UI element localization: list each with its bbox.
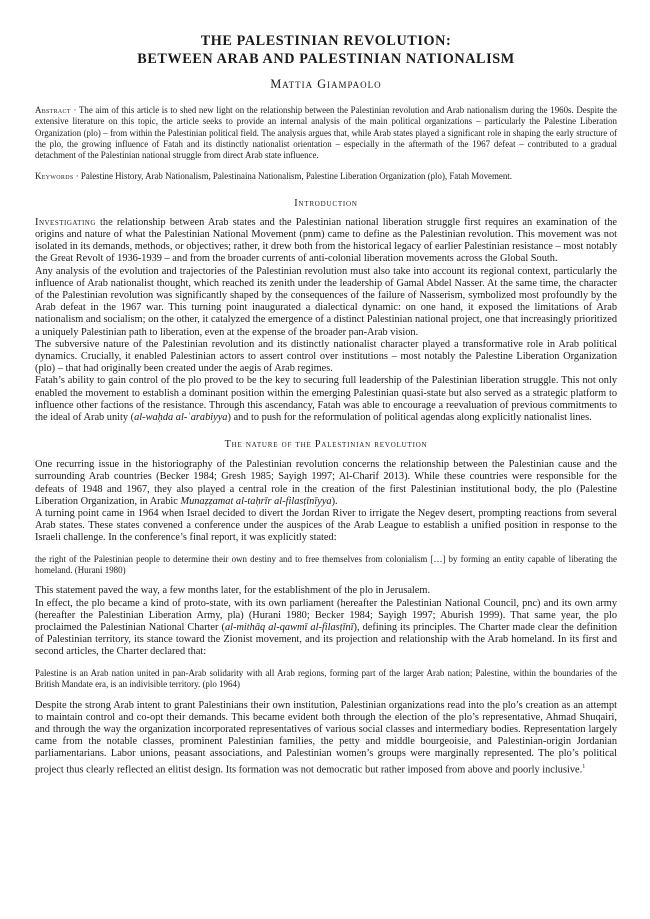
intro-paragraph-2: Any analysis of the evolution and trajectories of the Palestinian revolution must also take into account its regional context, particularly the influence of Arab nationalist thought, which reached its zenith under the leadership of Gamal Abdel Nasser. At the same time, the character of the Palestinian revolution was significantly shaped by the consequences of the failure of Nasserism, symbolized most profoundly by the Arab defeat in the 1967 war. This turning point inaugurated a dialectical dynamic: on one hand, it exposed the limitations of Arab nationalism and socialism; on the other, it catalyzed the emergence of a distinct Palestinian national project, one that increasingly prioritized a uniquely Palestinian path to liberation, even at the expense of the broader pan-Arab vision. xyxy=(35,265,617,338)
keywords-label: Keywords xyxy=(35,171,74,182)
nature-paragraph-1-b: ). xyxy=(331,495,338,507)
keywords-text: · Palestine History, Arab Nationalism, Palestinaina Nationalism, Palestine Liberation Organization (plo), Fatah Movement. xyxy=(73,171,512,182)
nature-paragraph-2: A turning point came in 1964 when Israel decided to divert the Jordan River to irrigate the Negev desert, prompting reactions from several Arab states. These states convened a conference under the auspices of the Arab League to establish a unified position in response to the Israeli challenge. In the conference’s final report, it was explicitly stated: xyxy=(35,508,617,544)
nature-paragraph-1-arabic-term: Munaẓẓamat al-taḥrīr al-filasṭīnīyya xyxy=(180,495,332,507)
intro-lead-word: Investigating xyxy=(35,216,96,228)
intro-paragraph-4-arabic-term: al-waḥda al-ʿarabiyya xyxy=(134,412,228,424)
nature-paragraph-1 xyxy=(35,459,617,508)
section-heading-introduction: Introduction xyxy=(294,197,358,209)
title-line-2: BETWEEN ARAB AND PALESTINIAN NATIONALISM xyxy=(137,51,515,67)
nature-paragraph-4-a: In effect, the plo became a kind of proto-state, with its own parliament (hereafter the Palestinian National Council, pnc) and its own army (hereafter the Palestinian Liberation Army, pla) (Hurani 1980; Becker 1984; Sayigh 1997; Aburish 1999). That same year, the plo proclaimed the Palestinian National Charter ( xyxy=(35,597,617,634)
nature-paragraph-4-b: ), defining its principles. The Charter made clear the definition of Palestinian territory, its stance toward the Zionist movement, and its projection and relationship with the Arab homeland. In its first and second articles, the Charter declared that: xyxy=(35,622,618,658)
abstract-label: Abstract xyxy=(35,105,71,115)
title-line-1: THE PALESTINIAN REVOLUTION: xyxy=(200,33,452,49)
nature-paragraph-5-text: Despite the strong Arab intent to grant Palestinians their own institution, Palestinian organizations read into the plo’s creation as an attempt to maintain control and co-opt their demands. This became evident both through the election of the plo’s representative, Ahmad Shuqairi, and through the way the organization incorporated representatives of various social classes and intermediary bodies. Representation largely came from the notable classes, prominent Palestinian families, the petty and middle bourgeoisie, and Palestinian-origin Jordanian parliamentarians. Labor unions, peasant associations, and Palestinian women’s groups were marginally represented. The plo’s political project thus clearly reflected an elitist design. Its formation was not democratic but rather imposed from above and poorly inclusive. xyxy=(35,699,617,775)
article-title xyxy=(35,32,617,68)
keywords xyxy=(35,171,617,182)
footnote-marker[interactable]: 1 xyxy=(582,763,586,770)
intro-paragraph-4 xyxy=(35,375,617,424)
nature-paragraph-5 xyxy=(35,700,617,777)
section-heading-nature: The nature of the Palestinian revolution xyxy=(224,439,428,451)
intro-paragraph-1 xyxy=(35,217,617,266)
abstract xyxy=(35,105,617,161)
intro-paragraph-4-b: ) and to push for the reformulation of political agendas along explicitly nationalist lines. xyxy=(227,412,592,424)
nature-paragraph-1-a: One recurring issue in the historiography of the Palestinian revolution concerns the relationship between the Palestinian cause and the surrounding Arab countries (Becker 1984; Gresh 1985; Sayigh 1997; Al-Charif 2013). While these countries were responsible for the defeats of 1948 and 1967, they also played a central role in the creation of the first Palestinian institutional body, the plo (Palestine Liberation Organization, in Arabic xyxy=(35,459,617,507)
nature-paragraph-4-arabic-term: al-mithāq al-qawmī al-filasṭīnī xyxy=(224,622,354,634)
nature-paragraph-3: This statement paved the way, a few months later, for the establishment of the plo in Jerusalem. xyxy=(35,585,431,597)
intro-paragraph-3: The subversive nature of the Palestinian revolution and its distinctly nationalist character played a transformative role in Arab political dynamics. Crucially, it enabled Palestinian actors to assert control over institutions – most notably the Palestine Liberation Organization (plo) – that had originally been created under the aegis of Arab regimes. xyxy=(35,338,617,375)
intro-paragraph-4-a: Fatah’s ability to gain control of the plo proved to be the key to securing full leadership of the Palestinian liberation struggle. This not only enabled the movement to establish a dominant position within the emerging Palestinian quasi-state but also served as a strategic platform to influence other factions of the resistance. Through this ascendancy, Fatah was able to encourage a reevaluation of previous commitments to the ideal of Arab unity ( xyxy=(35,375,617,424)
abstract-text: · The aim of this article is to shed new light on the relationship between the Palestinian revolution and Arab nationalism during the 1960s. Despite the extensive literature on this topic, the article seeks to provide an internal analysis of the main political organizations – particularly the Palestine Liberation Organization (plo) – from within the Palestinian political field. The analysis argues that, while Arab states played a significant role in shaping the early structure of the plo, the growing influence of Fatah and its distinctly nationalist orientation – especially in the aftermath of the 1967 defeat – contributed to a gradual detachment of the Palestinian national struggle from direct Arab state influence. xyxy=(35,105,617,161)
nature-paragraph-4 xyxy=(35,598,617,659)
intro-paragraph-1-text: the relationship between Arab states and the Palestinian national liberation struggle first requires an examination of the origins and nature of what the Palestinian National Movement (pnm) came to define as the Palestinian revolution. This movement was not isolated in its demands, methods, or objectives; rather, it drew both from the historical legacy of earlier Palestinian resistance – most notably the Great Revolt of 1936-1939 – and from the broader currents of anti-colonial liberation movements across the Global South. xyxy=(35,216,617,265)
block-quote-1: the right of the Palestinian people to determine their own destiny and to free themselves from colonialism […] by forming an entity capable of liberating the homeland. (Hurani 1980) xyxy=(35,553,617,576)
block-quote-2: Palestine is an Arab nation united in pan-Arab solidarity with all Arab regions, forming part of the larger Arab nation; Palestine, within the boundaries of the British Mandate era, is an indivisible territory. (plo 1964) xyxy=(35,667,617,690)
author-name: Mattia Giampaolo xyxy=(270,77,382,91)
